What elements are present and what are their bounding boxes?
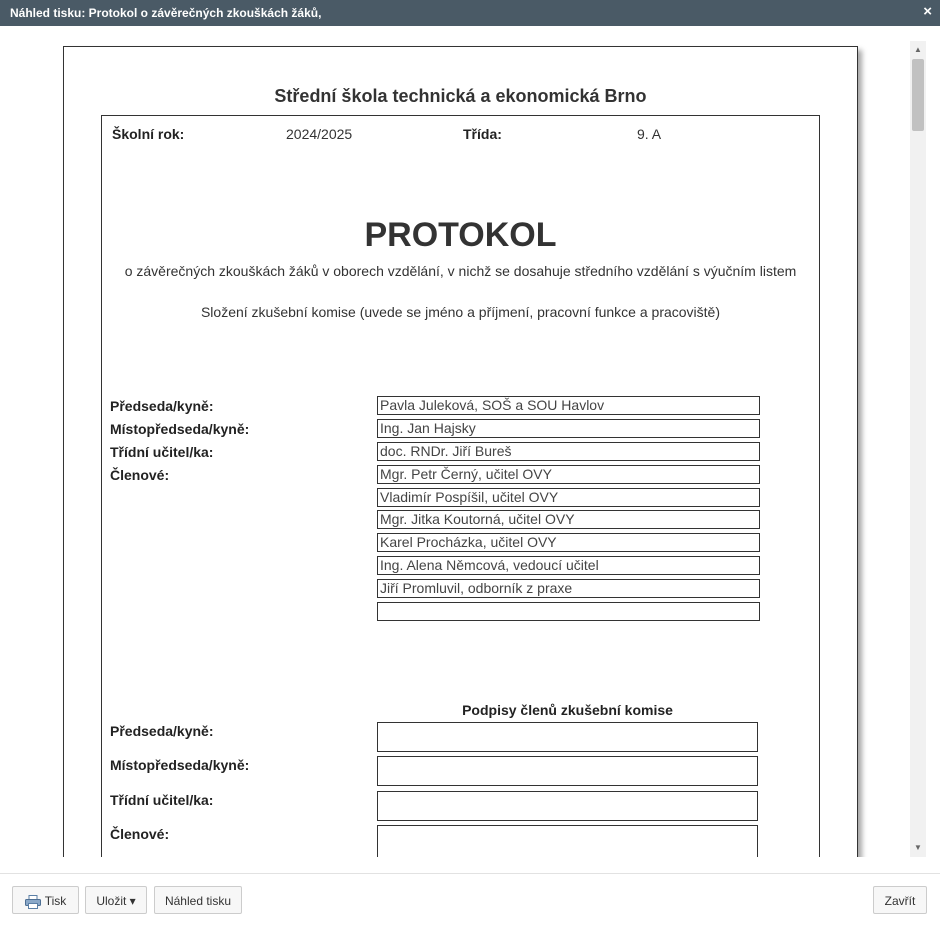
members-signature-label: Členové:: [110, 826, 170, 842]
school-year-label: Školní rok:: [112, 126, 185, 142]
vice-chair-signature-label: Místopředseda/kyně:: [110, 757, 250, 773]
save-button[interactable]: Uložit ▾: [85, 886, 147, 914]
close-icon[interactable]: ×: [923, 3, 932, 20]
chair-label: Předseda/kyně:: [110, 398, 214, 414]
print-preview-button[interactable]: Náhled tisku: [154, 886, 242, 914]
close-button[interactable]: Zavřít: [873, 886, 927, 914]
school-name: Střední škola technická a ekonomická Brno: [274, 86, 647, 106]
member-field: Jiří Promluvil, odborník z praxe: [377, 579, 760, 598]
scrollbar-thumb[interactable]: [912, 59, 924, 131]
school-year-value: 2024/2025: [286, 126, 353, 142]
class-teacher-field: doc. RNDr. Jiří Bureš: [377, 442, 760, 461]
vice-chair-label: Místopředseda/kyně:: [110, 421, 250, 437]
vertical-scrollbar[interactable]: [910, 41, 926, 857]
chair-signature-box: [377, 722, 758, 752]
chair-signature-label: Předseda/kyně:: [110, 723, 214, 739]
committee-note: Složení zkušební komise (uvede se jméno a příjmení, pracovní funkce a pracoviště): [200, 304, 721, 320]
member-field: Mgr. Jitka Koutorná, učitel OVY: [377, 510, 760, 529]
document-page: [63, 46, 858, 857]
dialog-title: Náhled tisku: Protokol o závěrečných zkouškách žáků,: [10, 6, 322, 20]
printer-icon: [25, 895, 41, 909]
scroll-up-icon[interactable]: ▲: [914, 45, 922, 54]
members-label: Členové:: [110, 467, 170, 483]
print-preview-viewport[interactable]: [0, 26, 940, 857]
dialog-toolbar: [0, 873, 940, 929]
vice-chair-field: Ing. Jan Hajsky: [377, 419, 760, 438]
document-frame: [101, 115, 820, 857]
class-label: Třída:: [463, 126, 502, 142]
protocol-subtitle: o závěrečných zkouškách žáků v oborech vzdělání, v nichž se dosahuje středního vzdělání s výučním listem: [124, 263, 797, 279]
class-teacher-signature-box: [377, 791, 758, 821]
member-field: Mgr. Petr Černý, učitel OVY: [377, 465, 760, 484]
members-signature-box: [377, 825, 758, 857]
member-field: [377, 602, 760, 621]
print-button[interactable]: [12, 886, 79, 914]
member-field: Ing. Alena Němcová, vedoucí učitel: [377, 556, 760, 575]
member-field: Karel Procházka, učitel OVY: [377, 533, 760, 552]
vice-chair-signature-box: [377, 756, 758, 786]
scroll-down-icon[interactable]: ▼: [914, 843, 922, 852]
print-button-label: Tisk: [44, 894, 67, 908]
member-field: Vladimír Pospíšil, učitel OVY: [377, 488, 760, 507]
protocol-heading: PROTOKOL: [364, 216, 557, 254]
dialog-titlebar: [0, 0, 940, 26]
signatures-title: Podpisy členů zkušební komise: [462, 702, 673, 718]
class-teacher-signature-label: Třídní učitel/ka:: [110, 792, 214, 808]
chair-field: Pavla Juleková, SOŠ a SOU Havlov: [377, 396, 760, 415]
class-value: 9. A: [637, 126, 662, 142]
class-teacher-label: Třídní učitel/ka:: [110, 444, 214, 460]
